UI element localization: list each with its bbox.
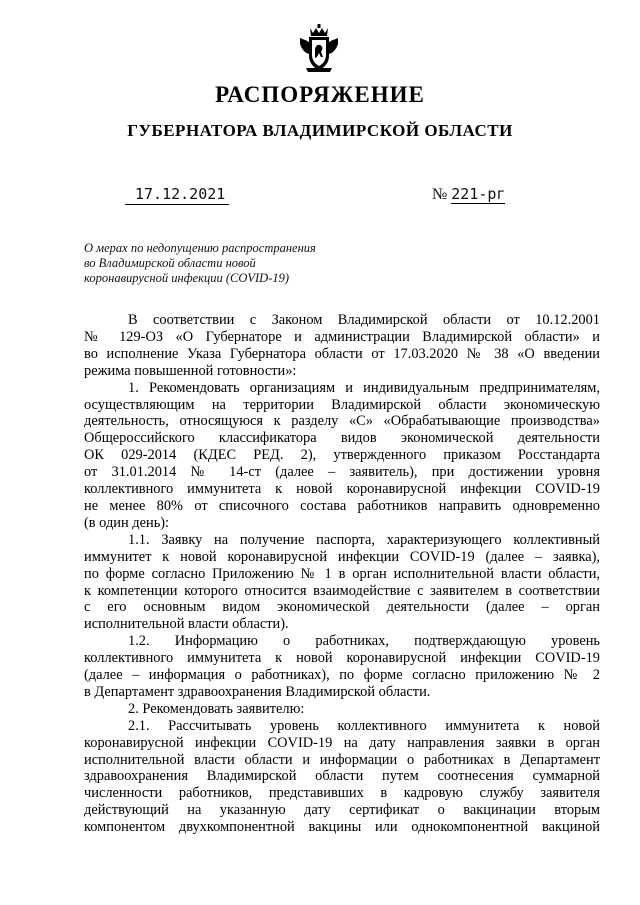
body-line: 1.2. Информацию о работниках, подтверждающую уровень [128,633,600,650]
body-line: коллективного иммунитета к новой коронавирусной инфекции COVID-19 [84,650,600,667]
body-line: не менее 80% от списочного состава работников направить одновременно [84,497,600,514]
body-line: в Департамент здравоохранения Владимирской области. [84,683,431,700]
body-line: по форме согласно Приложению № 1 в орган исполнительной власти области, [84,565,600,582]
body-line: численности работников, представивших в кадровую службу заявителя [84,785,600,802]
body-line: В соответствии с Законом Владимирской области от 10.12.2001 [128,312,600,328]
body-line: от 31.01.2014 № 14-ст (далее – заявитель), при достижении уровня [84,464,600,481]
number-prefix: № [432,186,448,203]
document-date: 17.12.2021 [125,185,229,205]
document-subject [84,241,344,286]
subject-line: во Владимирской области новой [84,256,256,270]
body-line: во исполнение Указа Губернатора области от 17.03.2020 № 38 «О введении [84,345,600,362]
body-line: действующий на указанную дату сертификат о вакцинации вторым [84,802,600,819]
body-line: 2. Рекомендовать заявителю: [128,700,305,717]
body-line: 1. Рекомендовать организациям и индивидуальным предпринимателям, [128,379,600,396]
body-line: иммунитет к новой коронавирусной инфекции COVID-19 (далее – заявка), [84,548,600,565]
body-line: 2.1. Рассчитывать уровень коллективного иммунитета к новой [128,717,600,734]
body-line: с его основным видом экономической деятельности (далее – орган [84,599,600,616]
body-line: ОК 029-2014 (КДЕС РЕД. 2), утвержденного приказом Росстандарта [84,447,600,464]
body-line: (далее – информация о работниках), по форме согласно приложению № 2 [84,667,600,684]
body-line: режима повышенной готовности»: [84,362,297,379]
body-line: деятельность, относящуюся к разделу «С» «Обрабатывающие производства» [84,413,600,430]
body-line: к компетенции которого относится взаимодействие с заявителем в соответствии [84,582,600,599]
coat-of-arms-icon [296,24,342,74]
body-line: 1.1. Заявку на получение паспорта, характеризующего коллективный [128,531,600,548]
body-line: исполнительной власти области). [84,616,289,633]
body-line: (в один день): [84,514,170,531]
body-line: здравоохранения Владимирской области путем соотнесения суммарной [84,768,600,785]
body-line: осуществляющим на территории Владимирской области экономическую [84,396,600,413]
subject-line: О мерах по недопущению распространения [84,241,316,255]
document-subtitle: ГУБЕРНАТОРА ВЛАДИМИРСКОЙ ОБЛАСТИ [127,121,513,140]
body-line: коронавирусной инфекции COVID-19 на дату направления заявки в орган [84,734,600,751]
document-body [84,312,600,836]
body-line: коллективного иммунитета к новой коронавирусной инфекции COVID-19 [84,481,600,498]
body-line: исполнительной власти области и информации о работниках в Департамент [84,751,600,768]
number-value: 221-рг [451,185,506,203]
document-number [432,185,505,204]
body-line: Общероссийского классификатора видов экономической деятельности [84,430,600,447]
document-title: РАСПОРЯЖЕНИЕ [215,82,425,107]
body-line: № 129-ОЗ «О Губернаторе и администрации Владимирской области» и [84,328,600,345]
body-line: компонентом двухкомпонентной вакцины или однокомпонентной вакциной [84,819,600,836]
subject-line: коронавирусной инфекции (COVID-19) [84,271,290,285]
